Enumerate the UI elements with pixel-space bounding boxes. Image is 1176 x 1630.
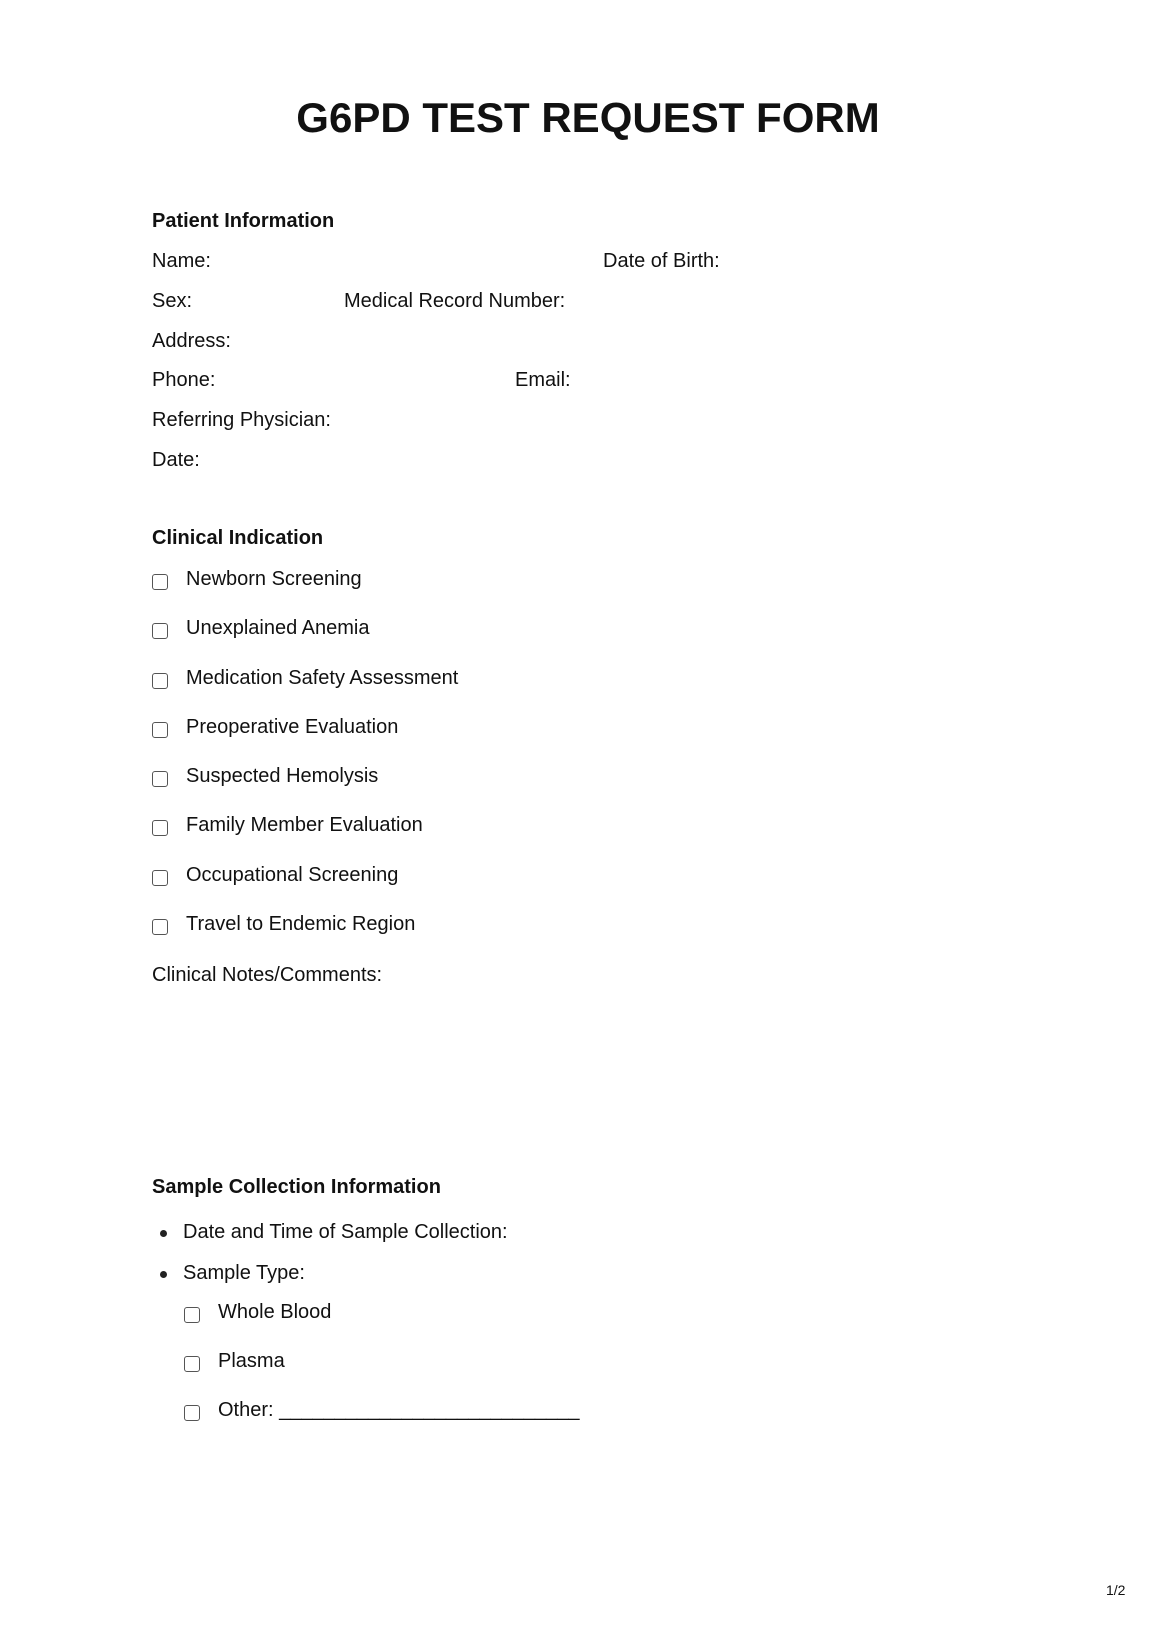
phone-label: Phone: [152,369,216,391]
indication-label: Occupational Screening [186,863,399,886]
indication-label: Newborn Screening [186,567,362,590]
bullet-collection-datetime [160,1217,508,1247]
checkbox-icon[interactable] [152,820,168,836]
checkbox-icon[interactable] [152,870,168,886]
indication-label: Medication Safety Assessment [186,666,459,689]
checkbox-icon[interactable] [184,1405,200,1421]
sample-type-whole-blood[interactable] [184,1297,331,1327]
indication-label: Family Member Evaluation [186,813,423,836]
sample-type-label: Whole Blood [218,1300,332,1323]
clinical-indication-heading: Clinical Indication [152,527,324,549]
sample-type-label: Other: ___________________________ [218,1398,580,1421]
mrn-label: Medical Record Number: [344,290,566,312]
bullet-label: Sample Type: [183,1261,305,1284]
page-number: 1/2 [1106,1582,1126,1598]
bullet-sample-type [160,1258,305,1288]
indication-label: Travel to Endemic Region [186,912,416,935]
checkbox-icon[interactable] [152,722,168,738]
sample-type-plasma[interactable] [184,1346,285,1376]
indication-preoperative-evaluation[interactable] [152,712,398,742]
checkbox-icon[interactable] [152,623,168,639]
name-label: Name: [152,250,211,272]
indication-family-member[interactable] [152,810,423,840]
address-label: Address: [152,330,231,352]
indication-label: Preoperative Evaluation [186,715,399,738]
indication-suspected-hemolysis[interactable] [152,761,378,791]
checkbox-icon[interactable] [184,1307,200,1323]
form-title: G6PD TEST REQUEST FORM [296,94,880,141]
checkbox-icon[interactable] [152,673,168,689]
indication-travel-endemic[interactable] [152,909,415,939]
sample-type-label: Plasma [218,1349,285,1372]
sample-type-other[interactable] [184,1395,579,1425]
dob-label: Date of Birth: [603,250,720,272]
checkbox-icon[interactable] [184,1356,200,1372]
indication-label: Suspected Hemolysis [186,764,379,787]
patient-info-heading: Patient Information [152,210,335,232]
bullet-icon [160,1271,167,1278]
indication-unexplained-anemia[interactable] [152,613,369,643]
date-label: Date: [152,449,200,471]
indication-occupational-screening[interactable] [152,860,398,890]
checkbox-icon[interactable] [152,574,168,590]
sample-collection-heading: Sample Collection Information [152,1176,441,1198]
clinical-notes-label: Clinical Notes/Comments: [152,964,383,986]
checkbox-icon[interactable] [152,919,168,935]
indication-newborn-screening[interactable] [152,564,362,594]
email-label: Email: [515,369,571,391]
bullet-icon [160,1230,167,1237]
sex-label: Sex: [152,290,193,312]
indication-label: Unexplained Anemia [186,616,370,639]
bullet-label: Date and Time of Sample Collection: [183,1220,508,1243]
referring-physician-label: Referring Physician: [152,409,331,431]
checkbox-icon[interactable] [152,771,168,787]
indication-medication-safety[interactable] [152,663,458,693]
